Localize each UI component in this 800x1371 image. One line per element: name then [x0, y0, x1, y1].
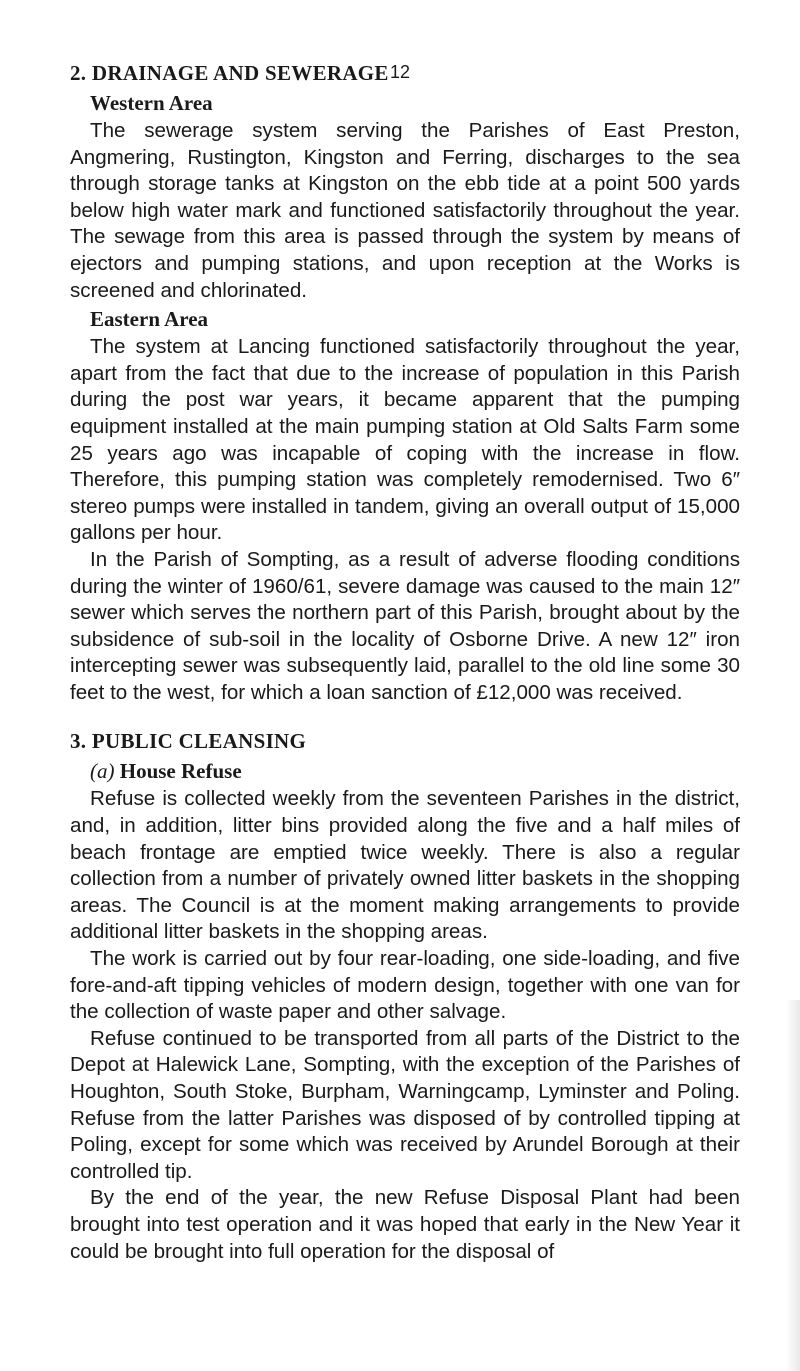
section-heading-public-cleansing: 3. PUBLIC CLEANSING — [70, 729, 307, 754]
paragraph-eastern-area-lancing: The system at Lancing functioned satisfactorily throughout the year, apart from the fact that due to the increase of population in this Parish during the post war years, it became apparent that the pumping equipment installed at the main pumping station at Old Salts Farm some 25 years ago was incapable of coping with the increase in flow. Therefore, this pumping station was completely remodernised. Two 6″ stereo pumps were installed in tandem, giving an overall output of 15,000 gallons per hour. — [70, 335, 740, 545]
paragraph-refuse-transport: Refuse continued to be transported from all parts of the District to the Depot at Halewick Lane, Sompting, with the exception of the Parishes of Houghton, South Stoke, Burpham, Warningcamp, Lyminster and Poling. Refuse from the latter Parishes was disposed of by controlled tipping at Poling, except for some which was received by Arundel Borough at their controlled tip. — [70, 1026, 740, 1183]
paragraph-refuse-collection: Refuse is collected weekly from the seventeen Parishes in the district, and, in addition, litter bins provided along the five and a half miles of beach frontage are emptied twice weekly. There is also a regular collection from a number of privately owned litter baskets in the shopping areas. The Council is at the moment making arrangements to provide additional litter baskets in the shopping areas. — [70, 787, 740, 944]
paragraph-refuse-vehicles: The work is carried out by four rear-loading, one side-loading, and five fore-and-aft tipping vehicles of modern design, together with one van for the collection of waste paper and other salvage. — [70, 947, 740, 1024]
page-number: 12 — [389, 62, 411, 82]
document-body — [70, 58, 740, 1265]
subheading-eastern-area: Eastern Area — [90, 307, 209, 332]
subheading-western-area: Western Area — [90, 91, 213, 115]
section-heading-drainage: 2. DRAINAGE AND SEWERAGE — [70, 61, 389, 85]
subheading-text: House Refuse — [119, 759, 242, 784]
paragraph-eastern-area-sompting: In the Parish of Sompting, as a result of adverse flooding conditions during the winter of 1960/61, severe damage was caused to the main 12″ sewer which serves the northern part of this Parish, brought about by the subsidence of sub-soil in the locality of Osborne Drive. A new 12″ iron intercepting sewer was subsequently laid, parallel to the old line some 30 feet to the west, for which a loan sanction of £12,000 was received. — [70, 547, 740, 704]
paragraph-western-area: The sewerage system serving the Parishes of East Preston, Angmering, Rustington, Kingston and Ferring, discharges to the sea through storage tanks at Kingston on the ebb tide at a point 500 yards below high water mark and functioned satisfactorily throughout the year. The sewage from this area is passed through the system by means of ejectors and pumping stations, and upon reception at the Works is screened and chlorinated. — [70, 119, 740, 302]
paragraph-refuse-disposal-plant: By the end of the year, the new Refuse Disposal Plant had been brought into test operation and it was hoped that early in the New Year it could be brought into full operation for the disposal of — [70, 1186, 740, 1263]
subheading-house-refuse — [70, 756, 740, 786]
subheading-marker: (a) — [90, 759, 115, 784]
page-edge-shadow — [786, 1000, 800, 1371]
